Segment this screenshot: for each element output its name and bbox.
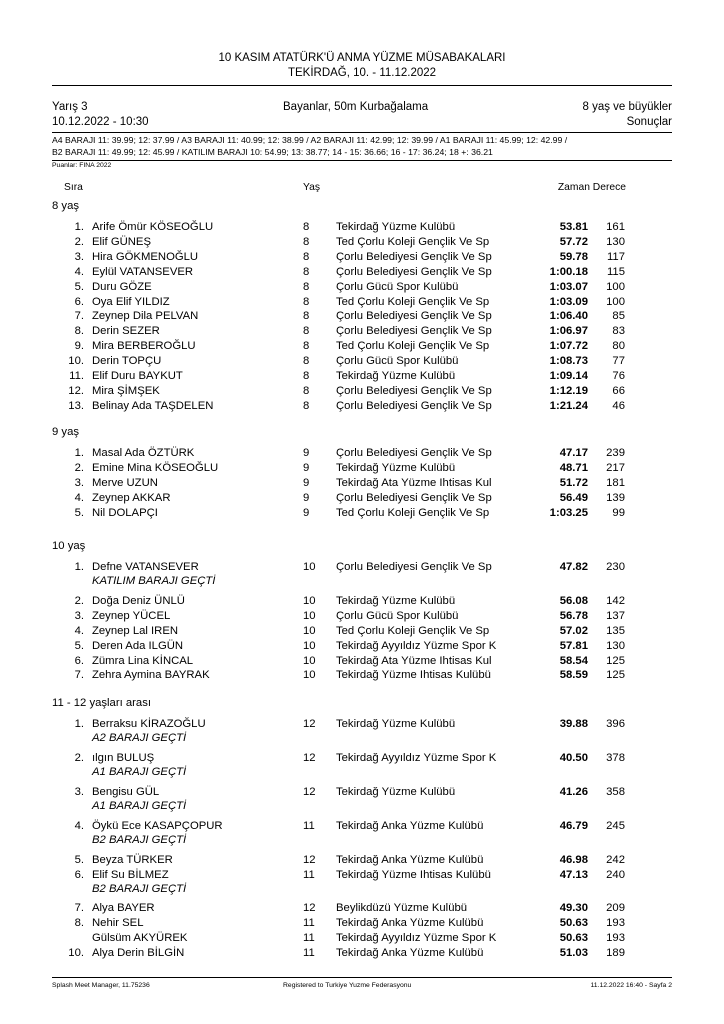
result-points: 139 bbox=[606, 491, 625, 504]
result-rank: 6. bbox=[74, 654, 84, 667]
result-points: 242 bbox=[606, 853, 625, 866]
swimmer-name: Zeynep Lal IREN bbox=[92, 624, 179, 637]
swimmer-name: Alya Derin BİLGİN bbox=[92, 947, 185, 960]
swimmer-name: Elif GÜNEŞ bbox=[92, 235, 152, 248]
result-row bbox=[0, 400, 724, 414]
club-name: Tekirdağ Anka Yüzme Kulübü bbox=[336, 853, 484, 866]
result-rank: 2. bbox=[74, 461, 84, 474]
club-name: Çorlu Belediyesi Gençlik Ve Sp bbox=[336, 561, 492, 573]
swimmer-age: 9 bbox=[303, 447, 310, 459]
age-class: 8 yaş ve büyükler bbox=[582, 101, 672, 113]
club-name: Çorlu Gücü Spor Kulübü bbox=[336, 280, 459, 293]
swimmer-age: 8 bbox=[303, 280, 310, 293]
club-name: Beylikdüzü Yüzme Kulübü bbox=[336, 902, 468, 915]
result-row bbox=[0, 355, 724, 369]
club-name: Tekirdağ Yüzme Kulübü bbox=[336, 461, 456, 474]
swimmer-age: 8 bbox=[303, 295, 310, 308]
swimmer-age: 8 bbox=[303, 310, 310, 323]
result-time: 1:06.40 bbox=[549, 310, 588, 323]
result-points: 77 bbox=[612, 355, 625, 368]
result-row bbox=[0, 281, 724, 295]
swimmer-age: 10 bbox=[303, 594, 316, 607]
club-name: Çorlu Belediyesi Gençlik Ve Sp bbox=[336, 384, 492, 397]
swimmer-age: 10 bbox=[303, 624, 316, 637]
result-time: 50.63 bbox=[559, 932, 588, 945]
result-rank: 7. bbox=[74, 669, 84, 682]
result-points: 239 bbox=[606, 447, 625, 459]
standards-line-2: B2 BARAJI 11: 49.99; 12: 45.99 / KATILIM BARAJI 10: 54.99; 13: 38.77; 14 - 15: 36.66; 16 - 17: 36.24; 18 +: 36.21 bbox=[52, 147, 493, 157]
result-rank: 10. bbox=[68, 947, 84, 960]
result-row bbox=[0, 251, 724, 265]
swimmer-age: 8 bbox=[303, 384, 310, 397]
result-rank: 2. bbox=[74, 235, 84, 248]
result-rank: 8. bbox=[74, 917, 84, 930]
result-rank: 5. bbox=[74, 280, 84, 293]
swimmer-age: 8 bbox=[303, 399, 310, 412]
result-points: 83 bbox=[612, 325, 625, 338]
swimmer-name: Elif Duru BAYKUT bbox=[92, 370, 183, 382]
result-time: 51.72 bbox=[559, 476, 588, 489]
club-name: Tekirdağ Ata Yüzme Ihtisas Kul bbox=[336, 476, 492, 489]
club-name: Çorlu Belediyesi Gençlik Ve Sp bbox=[336, 250, 492, 263]
result-row bbox=[0, 477, 724, 491]
swimmer-name: Derin SEZER bbox=[92, 325, 160, 338]
swimmer-name: Emine Mina KÖSEOĞLU bbox=[92, 461, 219, 474]
swimmer-age: 11 bbox=[303, 932, 315, 945]
club-name: Tekirdağ Ayyıldız Yüzme Spor K bbox=[336, 751, 497, 764]
result-row bbox=[0, 296, 724, 310]
result-time: 1:03.09 bbox=[549, 295, 588, 308]
result-points: 99 bbox=[612, 506, 625, 519]
swimmer-name: Öykü Ece KASAPÇOPUR bbox=[92, 819, 223, 832]
swimmer-age: 12 bbox=[303, 785, 316, 798]
result-time: 47.17 bbox=[559, 447, 588, 459]
event-divider bbox=[52, 132, 672, 133]
result-row bbox=[0, 932, 724, 946]
result-rank: 5. bbox=[74, 853, 84, 866]
result-points: 137 bbox=[606, 609, 625, 622]
result-row bbox=[0, 869, 724, 883]
swimmer-age: 8 bbox=[303, 355, 310, 368]
race-number: Yarış 3 bbox=[52, 101, 88, 113]
club-name: Çorlu Belediyesi Gençlik Ve Sp bbox=[336, 447, 492, 459]
club-name: Çorlu Belediyesi Gençlik Ve Sp bbox=[336, 265, 492, 278]
club-name: Ted Çorlu Koleji Gençlik Ve Sp bbox=[336, 340, 490, 353]
swimmer-name: Doğa Deniz ÜNLÜ bbox=[92, 594, 185, 607]
swimmer-name: Oya Elif YILDIZ bbox=[92, 295, 170, 308]
club-name: Tekirdağ Ata Yüzme Ihtisas Kul bbox=[336, 654, 492, 667]
club-name: Tekirdağ Anka Yüzme Kulübü bbox=[336, 917, 484, 930]
result-row bbox=[0, 561, 724, 575]
result-rank: 1. bbox=[74, 561, 84, 573]
result-rank: 1. bbox=[74, 221, 84, 233]
swimmer-name: Deren Ada ILGÜN bbox=[92, 639, 184, 652]
result-row bbox=[0, 385, 724, 399]
result-rank: 3. bbox=[74, 250, 84, 263]
result-time: 1:08.73 bbox=[549, 355, 588, 368]
result-points: 76 bbox=[612, 370, 625, 382]
swimmer-age: 8 bbox=[303, 221, 310, 233]
swimmer-name: Duru GÖZE bbox=[92, 280, 152, 293]
result-time: 56.49 bbox=[559, 491, 588, 504]
club-name: Tekirdağ Ayyıldız Yüzme Spor K bbox=[336, 932, 497, 945]
result-points: 193 bbox=[606, 917, 625, 930]
result-time: 1:21.24 bbox=[549, 399, 588, 412]
column-time-points: Zaman Derece bbox=[557, 182, 626, 193]
result-rank: 10. bbox=[68, 355, 84, 368]
result-points: 181 bbox=[606, 476, 625, 489]
club-name: Tekirdağ Yüzme Kulübü bbox=[336, 718, 456, 730]
result-points: 100 bbox=[606, 280, 625, 293]
swimmer-name: ılgın BULUŞ bbox=[92, 751, 155, 764]
event-datetime: 10.12.2022 - 10:30 bbox=[52, 116, 149, 128]
club-name: Tekirdağ Yüzme Ihtisas Kulübü bbox=[336, 669, 491, 682]
result-row bbox=[0, 820, 724, 834]
result-time: 57.72 bbox=[559, 235, 588, 248]
result-row bbox=[0, 718, 724, 732]
event-title: Bayanlar, 50m Kurbağalama bbox=[283, 101, 429, 113]
result-time: 47.82 bbox=[559, 561, 588, 573]
result-rank: 5. bbox=[74, 639, 84, 652]
age-group-label: 11 - 12 yaşları arası bbox=[52, 697, 151, 709]
result-time: 48.71 bbox=[559, 461, 588, 474]
club-name: Çorlu Belediyesi Gençlik Ve Sp bbox=[336, 325, 492, 338]
swimmer-age: 11 bbox=[303, 819, 315, 832]
swimmer-name: Masal Ada ÖZTÜRK bbox=[92, 447, 195, 459]
result-row bbox=[0, 462, 724, 476]
club-name: Ted Çorlu Koleji Gençlik Ve Sp bbox=[336, 295, 490, 308]
result-points: 230 bbox=[606, 561, 625, 573]
club-name: Tekirdağ Yüzme Ihtisas Kulübü bbox=[336, 868, 491, 881]
swimmer-name: Mira BERBEROĞLU bbox=[92, 340, 196, 353]
result-rank: 6. bbox=[74, 295, 84, 308]
footer-date-page: 11.12.2022 16:40 - Sayfa 2 bbox=[590, 982, 672, 989]
swimmer-age: 10 bbox=[303, 609, 316, 622]
result-rank: 8. bbox=[74, 325, 84, 338]
swimmer-age: 10 bbox=[303, 654, 316, 667]
result-time: 56.08 bbox=[559, 594, 588, 607]
result-rank: 3. bbox=[74, 609, 84, 622]
result-time: 40.50 bbox=[559, 751, 588, 764]
swimmer-age: 12 bbox=[303, 853, 316, 866]
result-rank: 4. bbox=[74, 819, 84, 832]
age-group-label: 8 yaş bbox=[52, 200, 80, 212]
result-row bbox=[0, 340, 724, 354]
result-time: 49.30 bbox=[559, 902, 588, 915]
result-rank: 2. bbox=[74, 751, 84, 764]
result-points: 135 bbox=[606, 624, 625, 637]
swimmer-name: Nehir SEL bbox=[92, 917, 144, 930]
result-row bbox=[0, 221, 724, 235]
qualification-note: B2 BARAJI GEÇTİ bbox=[92, 834, 187, 847]
age-group-label: 9 yaş bbox=[52, 426, 80, 438]
club-name: Tekirdağ Ayyıldız Yüzme Spor K bbox=[336, 639, 497, 652]
result-row bbox=[0, 595, 724, 609]
result-points: 142 bbox=[606, 594, 625, 607]
result-rank: 7. bbox=[74, 902, 84, 915]
swimmer-age: 11 bbox=[303, 917, 315, 930]
result-row bbox=[0, 902, 724, 916]
qualification-note: A2 BARAJI GEÇTİ bbox=[92, 732, 187, 745]
swimmer-name: Zeynep YÜCEL bbox=[92, 609, 171, 622]
result-time: 46.79 bbox=[559, 819, 588, 832]
result-points: 46 bbox=[612, 399, 625, 412]
club-name: Ted Çorlu Koleji Gençlik Ve Sp bbox=[336, 624, 490, 637]
result-rank: 11. bbox=[69, 370, 84, 382]
result-row bbox=[0, 492, 724, 506]
swimmer-name: Berraksu KİRAZOĞLU bbox=[92, 718, 206, 730]
result-row bbox=[0, 325, 724, 339]
result-row bbox=[0, 752, 724, 766]
club-name: Ted Çorlu Koleji Gençlik Ve Sp bbox=[336, 506, 490, 519]
result-rank: 4. bbox=[74, 265, 84, 278]
header-divider bbox=[52, 85, 672, 86]
result-points: 240 bbox=[606, 868, 625, 881]
results-label: Sonuçlar bbox=[626, 116, 672, 128]
swimmer-name: Eylül VATANSEVER bbox=[92, 265, 194, 278]
swimmer-age: 10 bbox=[303, 669, 316, 682]
result-row bbox=[0, 854, 724, 868]
club-name: Tekirdağ Yüzme Kulübü bbox=[336, 785, 456, 798]
result-row bbox=[0, 917, 724, 931]
result-time: 41.26 bbox=[559, 785, 588, 798]
swimmer-name: Zeynep AKKAR bbox=[92, 491, 171, 504]
result-time: 47.13 bbox=[559, 868, 588, 881]
result-points: 125 bbox=[606, 654, 625, 667]
result-time: 1:09.14 bbox=[549, 370, 588, 382]
qualification-note: A1 BARAJI GEÇTİ bbox=[92, 766, 187, 779]
result-row bbox=[0, 655, 724, 669]
result-points: 100 bbox=[606, 295, 625, 308]
result-time: 1:12.19 bbox=[549, 384, 588, 397]
column-age: Yaş bbox=[303, 182, 320, 193]
result-rank: 1. bbox=[74, 718, 84, 730]
result-points: 189 bbox=[606, 947, 625, 960]
result-rank: 3. bbox=[74, 476, 84, 489]
result-row bbox=[0, 507, 724, 521]
result-time: 1:00.18 bbox=[549, 265, 588, 278]
swimmer-age: 11 bbox=[303, 868, 315, 881]
swimmer-name: Zümra Lina KİNCAL bbox=[92, 654, 194, 667]
result-points: 396 bbox=[606, 718, 625, 730]
club-name: Tekirdağ Yüzme Kulübü bbox=[336, 370, 456, 382]
result-points: 130 bbox=[606, 235, 625, 248]
result-points: 80 bbox=[612, 340, 625, 353]
swimmer-age: 9 bbox=[303, 461, 310, 474]
result-row bbox=[0, 370, 724, 384]
club-name: Çorlu Belediyesi Gençlik Ve Sp bbox=[336, 399, 492, 412]
club-name: Çorlu Belediyesi Gençlik Ve Sp bbox=[336, 491, 492, 504]
result-rank: 6. bbox=[74, 868, 84, 881]
swimmer-name: Nil DOLAPÇI bbox=[92, 506, 158, 519]
qualification-note: A1 BARAJI GEÇTİ bbox=[92, 800, 187, 813]
result-time: 51.03 bbox=[559, 947, 588, 960]
result-row bbox=[0, 947, 724, 961]
result-time: 57.02 bbox=[559, 624, 588, 637]
result-row bbox=[0, 447, 724, 461]
club-name: Tekirdağ Yüzme Kulübü bbox=[336, 594, 456, 607]
result-points: 117 bbox=[606, 250, 625, 263]
result-row bbox=[0, 610, 724, 624]
swimmer-name: Alya BAYER bbox=[92, 902, 155, 915]
result-points: 161 bbox=[606, 221, 625, 233]
result-points: 217 bbox=[606, 461, 625, 474]
club-name: Çorlu Gücü Spor Kulübü bbox=[336, 355, 459, 368]
result-time: 59.78 bbox=[559, 250, 588, 263]
swimmer-age: 11 bbox=[303, 947, 315, 960]
result-rank: 12. bbox=[68, 384, 84, 397]
swimmer-name: Elif Su BİLMEZ bbox=[92, 868, 169, 881]
swimmer-name: Hira GÖKMENOĞLU bbox=[92, 250, 199, 263]
swimmer-name: Derin TOPÇU bbox=[92, 355, 162, 368]
result-row bbox=[0, 640, 724, 654]
result-rank: 7. bbox=[74, 310, 84, 323]
swimmer-name: Bengisu GÜL bbox=[92, 785, 160, 798]
club-name: Ted Çorlu Koleji Gençlik Ve Sp bbox=[336, 235, 490, 248]
swimmer-age: 8 bbox=[303, 340, 310, 353]
result-row bbox=[0, 669, 724, 683]
result-row bbox=[0, 786, 724, 800]
result-rank: 5. bbox=[74, 506, 84, 519]
swimmer-age: 12 bbox=[303, 902, 316, 915]
column-rank: Sıra bbox=[64, 182, 83, 193]
swimmer-name: Zeynep Dila PELVAN bbox=[92, 310, 199, 323]
swimmer-age: 8 bbox=[303, 265, 310, 278]
swimmer-age: 9 bbox=[303, 491, 310, 504]
result-points: 358 bbox=[606, 785, 625, 798]
club-name: Tekirdağ Anka Yüzme Kulübü bbox=[336, 947, 484, 960]
standards-divider bbox=[52, 160, 672, 161]
meet-location-date: TEKİRDAĞ, 10. - 11.12.2022 bbox=[287, 67, 437, 79]
footer-registration: Registered to Turkiye Yuzme Federasyonu bbox=[283, 982, 412, 989]
swimmer-age: 9 bbox=[303, 506, 310, 519]
result-rank: 13. bbox=[68, 399, 84, 412]
result-rank: 4. bbox=[74, 624, 84, 637]
swimmer-age: 10 bbox=[303, 639, 316, 652]
swimmer-name: Arife Ömür KÖSEOĞLU bbox=[92, 221, 214, 233]
club-name: Tekirdağ Yüzme Kulübü bbox=[336, 221, 456, 233]
swimmer-name: Defne VATANSEVER bbox=[92, 561, 199, 573]
result-rank: 1. bbox=[74, 447, 84, 459]
swimmer-name: Mira ŞİMŞEK bbox=[92, 384, 160, 397]
result-time: 50.63 bbox=[559, 917, 588, 930]
swimmer-name: Zehra Aymina BAYRAK bbox=[92, 669, 210, 682]
swimmer-age: 10 bbox=[303, 561, 316, 573]
swimmer-name: Merve UZUN bbox=[92, 476, 158, 489]
result-time: 1:03.25 bbox=[549, 506, 588, 519]
points-system: Puanlar: FINA 2022 bbox=[52, 162, 112, 169]
result-time: 39.88 bbox=[559, 718, 588, 730]
result-points: 130 bbox=[606, 639, 625, 652]
result-row bbox=[0, 236, 724, 250]
result-time: 46.98 bbox=[559, 853, 588, 866]
result-time: 1:07.72 bbox=[549, 340, 588, 353]
result-points: 85 bbox=[612, 310, 625, 323]
result-time: 56.78 bbox=[559, 609, 588, 622]
qualification-note: B2 BARAJI GEÇTİ bbox=[92, 882, 187, 895]
result-rank: 4. bbox=[74, 491, 84, 504]
swimmer-age: 8 bbox=[303, 370, 310, 382]
result-row bbox=[0, 266, 724, 280]
swimmer-age: 8 bbox=[303, 250, 310, 263]
result-points: 125 bbox=[606, 669, 625, 682]
swimmer-age: 8 bbox=[303, 235, 310, 248]
result-time: 1:03.07 bbox=[549, 280, 588, 293]
result-time: 1:06.97 bbox=[549, 325, 588, 338]
result-points: 115 bbox=[606, 265, 625, 278]
result-time: 58.54 bbox=[559, 654, 588, 667]
result-points: 209 bbox=[606, 902, 625, 915]
result-row bbox=[0, 625, 724, 639]
club-name: Çorlu Gücü Spor Kulübü bbox=[336, 609, 459, 622]
swimmer-name: Gülsüm AKYÜREK bbox=[92, 932, 188, 945]
result-time: 57.81 bbox=[559, 639, 588, 652]
result-points: 378 bbox=[606, 751, 625, 764]
swimmer-age: 9 bbox=[303, 476, 310, 489]
result-rank: 3. bbox=[74, 785, 84, 798]
result-time: 58.59 bbox=[559, 669, 588, 682]
swimmer-age: 12 bbox=[303, 751, 316, 764]
age-group-label: 10 yaş bbox=[52, 540, 86, 552]
footer-software: Splash Meet Manager, 11.75236 bbox=[52, 982, 150, 989]
standards-line-1: A4 BARAJI 11: 39.99; 12: 37.99 / A3 BARAJI 11: 40.99; 12: 38.99 / A2 BARAJI 11: 42.99; 12: 39.99 / A1 BARAJI 11: 45.99; 12: 42.99 / bbox=[52, 135, 568, 145]
result-row bbox=[0, 310, 724, 324]
result-rank: 9. bbox=[74, 340, 84, 353]
result-points: 66 bbox=[612, 384, 625, 397]
meet-title: 10 KASIM ATATÜRK'Ü ANMA YÜZME MÜSABAKALARI bbox=[218, 52, 506, 64]
result-time: 53.81 bbox=[559, 221, 588, 233]
swimmer-name: Belinay Ada TAŞDELEN bbox=[92, 399, 214, 412]
swimmer-age: 8 bbox=[303, 325, 310, 338]
qualification-note: KATILIM BARAJI GEÇTİ bbox=[92, 575, 216, 588]
swimmer-age: 12 bbox=[303, 718, 316, 730]
club-name: Çorlu Belediyesi Gençlik Ve Sp bbox=[336, 310, 492, 323]
result-points: 193 bbox=[606, 932, 625, 945]
swimmer-name: Beyza TÜRKER bbox=[92, 853, 173, 866]
result-rank: 2. bbox=[74, 594, 84, 607]
club-name: Tekirdağ Anka Yüzme Kulübü bbox=[336, 819, 484, 832]
result-points: 245 bbox=[606, 819, 625, 832]
footer-divider bbox=[52, 977, 672, 978]
